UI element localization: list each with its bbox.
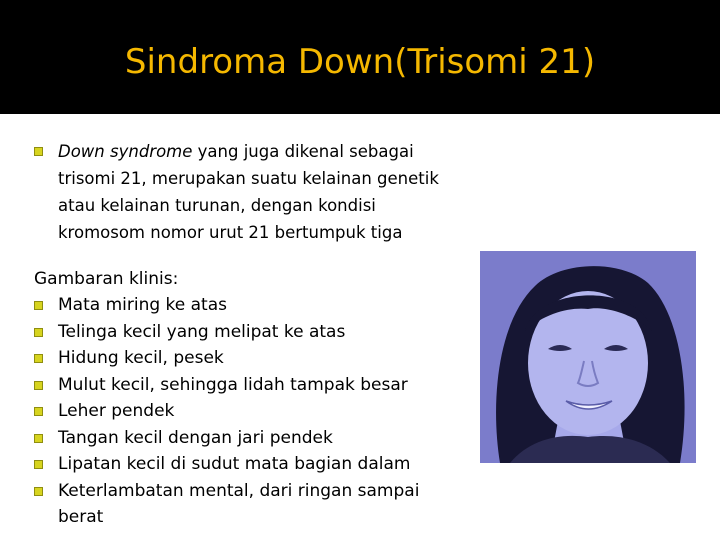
portrait-photo <box>480 251 696 463</box>
list-item-text: Hidung kecil, pesek <box>58 348 224 368</box>
bullet-icon <box>34 354 43 363</box>
list-item <box>34 478 454 531</box>
bullet-icon <box>34 328 43 337</box>
list-item-text: Mata miring ke atas <box>58 295 227 315</box>
list-item <box>34 451 454 478</box>
clinical-list <box>34 292 454 531</box>
bullet-icon <box>34 434 43 443</box>
intro-bullet-icon <box>34 147 43 156</box>
list-item <box>34 398 454 425</box>
bullet-icon <box>34 460 43 469</box>
list-item <box>34 425 454 452</box>
bullet-icon <box>34 301 43 310</box>
intro-term: Down syndrome <box>58 142 193 161</box>
list-item <box>34 292 454 319</box>
title-bar <box>0 0 720 114</box>
list-item-text: Lipatan kecil di sudut mata bagian dalam <box>58 454 411 474</box>
list-item-text: Leher pendek <box>58 401 175 421</box>
list-item <box>34 372 454 399</box>
list-item <box>34 345 454 372</box>
slide-title: Sindroma Down(Trisomi 21) <box>124 42 596 82</box>
bullet-icon <box>34 407 43 416</box>
list-item <box>34 319 454 346</box>
bullet-icon <box>34 381 43 390</box>
bullet-icon <box>34 487 43 496</box>
list-item-text: Keterlambatan mental, dari ringan sampai berat <box>58 480 420 527</box>
list-item-text: Mulut kecil, sehingga lidah tampak besar <box>58 374 408 395</box>
list-item-text: Telinga kecil yang melipat ke atas <box>58 321 346 342</box>
clinical-heading: Gambaran klinis: <box>34 269 179 289</box>
intro-paragraph <box>58 138 468 246</box>
list-item-text: Tangan kecil dengan jari pendek <box>58 427 333 448</box>
intro-text: yang juga dikenal sebagai trisomi 21, merupakan suatu kelainan genetik atau kelainan turunan, dengan kondisi kromosom nomor urut 21 bertumpuk tiga <box>58 142 439 242</box>
